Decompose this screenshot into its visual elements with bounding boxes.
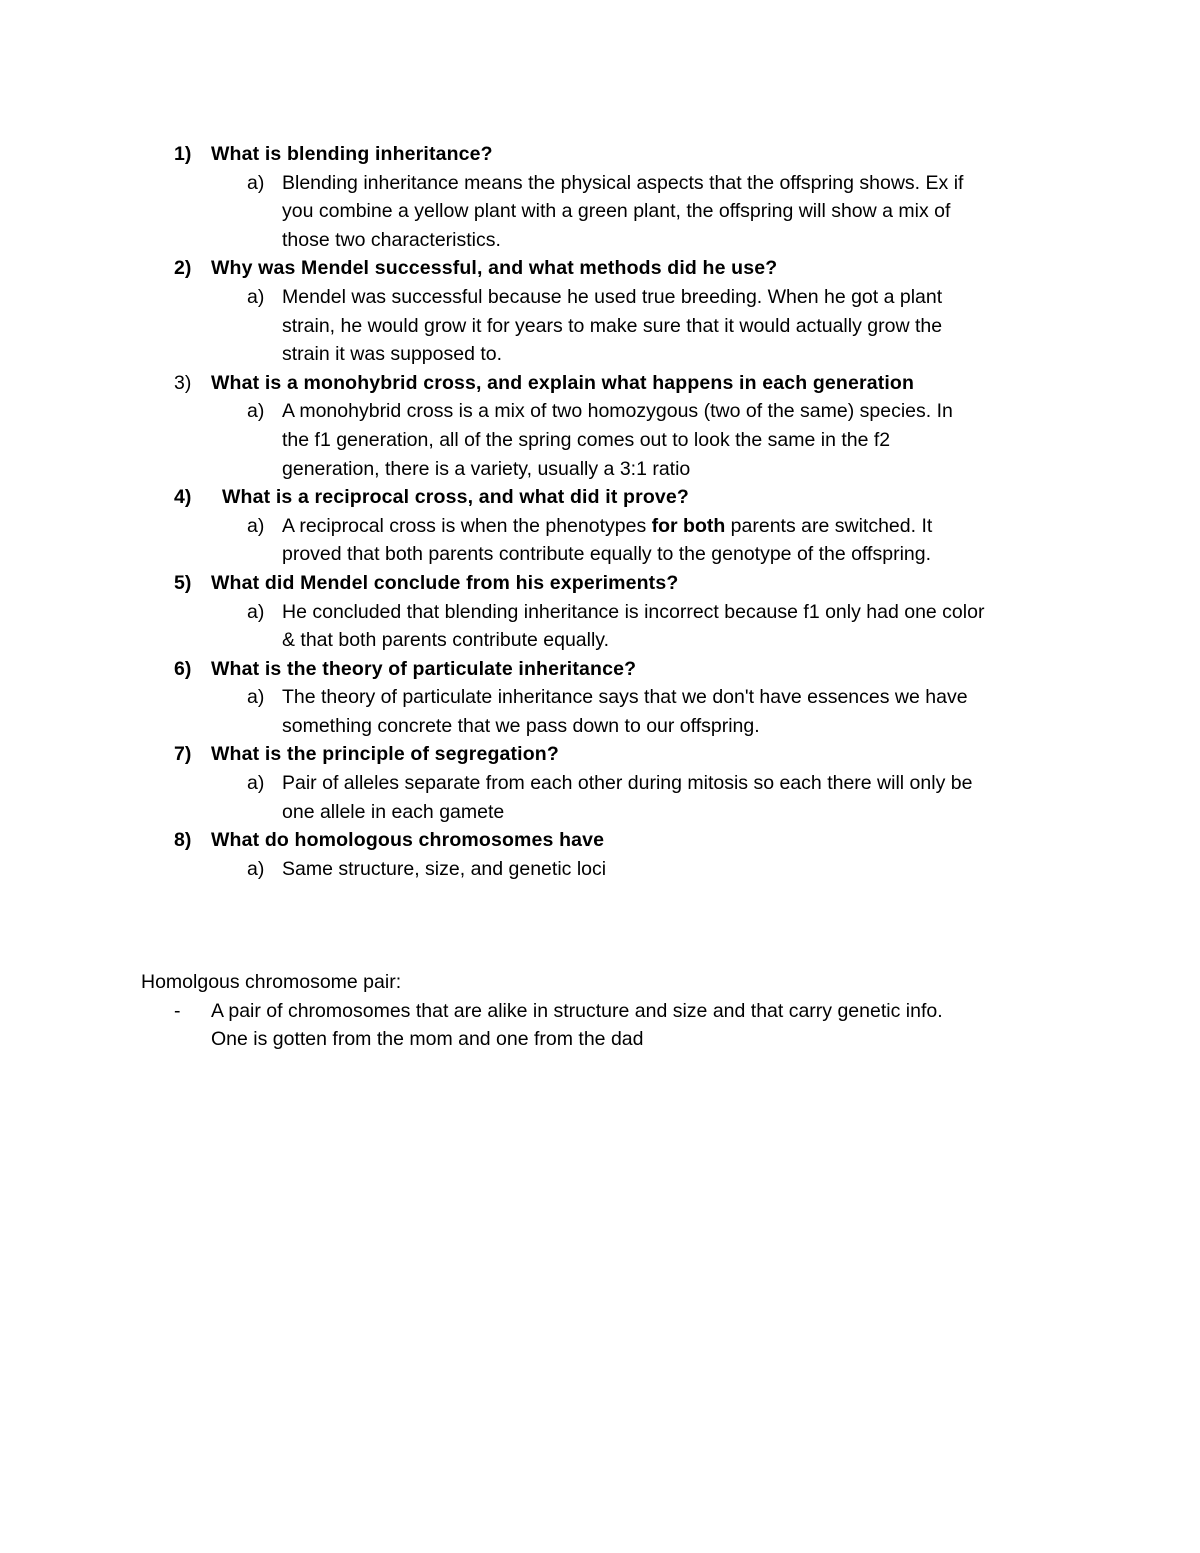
answer-line: generation, there is a variety, usually a 3:1 ratio (282, 457, 691, 480)
answer-item (0, 397, 1200, 483)
answer-item (0, 855, 1200, 884)
question-number: 4) (174, 486, 192, 509)
question-item-8 (0, 826, 1200, 883)
answer-line: The theory of particulate inheritance says that we don't have essences we have (282, 686, 968, 709)
question-number: 7) (174, 743, 192, 766)
answer-line: you combine a yellow plant with a green plant, the offspring will show a mix of (282, 200, 951, 223)
notes-line: One is gotten from the mom and one from the dad (211, 1028, 644, 1051)
question-number: 3) (174, 371, 192, 394)
answer-line: the f1 generation, all of the spring comes out to look the same in the f2 (282, 428, 891, 451)
answer-bold-segment: for both (651, 514, 726, 537)
answer-line: A monohybrid cross is a mix of two homozygous (two of the same) species. In (282, 400, 953, 423)
answer-letter: a) (247, 772, 265, 795)
question-item-1 (0, 140, 1200, 254)
answer-line: Mendel was successful because he used true breeding. When he got a plant (282, 285, 943, 308)
answer-letter: a) (247, 400, 265, 423)
question-text: What is the theory of particulate inheritance? (211, 657, 637, 680)
question-number: 2) (174, 257, 192, 280)
question-item-7 (0, 740, 1200, 826)
answer-line: Same structure, size, and genetic loci (282, 857, 607, 880)
answer-line: those two characteristics. (282, 228, 501, 251)
answer-letter: a) (247, 600, 265, 623)
question-number: 1) (174, 143, 192, 165)
question-item-3 (0, 369, 1200, 483)
answer-item (0, 283, 1200, 369)
question-item-6 (0, 655, 1200, 741)
answer-letter: a) (247, 857, 265, 880)
answer-line: strain, he would grow it for years to make sure that it would actually grow the (282, 314, 943, 337)
answer-line: & that both parents contribute equally. (282, 629, 610, 652)
answer-item (0, 512, 1200, 569)
answer-line (282, 512, 1072, 541)
answer-letter: a) (247, 514, 265, 537)
answer-item (0, 769, 1200, 826)
dash-bullet: - (174, 999, 181, 1022)
answer-letter: a) (247, 686, 265, 709)
notes-heading: Homolgous chromosome pair: (141, 971, 402, 993)
question-text: What is a reciprocal cross, and what did it prove? (222, 486, 689, 509)
question-item-2 (0, 254, 1200, 368)
answer-text-segment: A reciprocal cross is when the phenotypes (282, 514, 652, 537)
answer-line: Pair of alleles separate from each other during mitosis so each there will only be (282, 772, 973, 795)
notes-line: A pair of chromosomes that are alike in structure and size and that carry genetic info. (211, 999, 943, 1022)
answer-line: He concluded that blending inheritance is incorrect because f1 only had one color (282, 600, 985, 623)
question-text: What is a monohybrid cross, and explain what happens in each generation (211, 371, 915, 394)
answer-line: proved that both parents contribute equally to the genotype of the offspring. (282, 543, 932, 566)
answer-letter: a) (247, 171, 265, 194)
answer-item (0, 683, 1200, 740)
question-text: What is blending inheritance? (211, 143, 493, 165)
question-text: What did Mendel conclude from his experiments? (211, 571, 679, 594)
question-item-5 (0, 569, 1200, 655)
question-number: 8) (174, 829, 192, 852)
answer-line: something concrete that we pass down to our offspring. (282, 714, 760, 737)
question-item-4 (0, 483, 1200, 569)
answer-line: strain it was supposed to. (282, 343, 503, 366)
question-text: What is the principle of segregation? (211, 743, 559, 766)
answer-item (0, 598, 1200, 655)
question-number: 5) (174, 571, 192, 594)
answer-line: Blending inheritance means the physical aspects that the offspring shows. Ex if (282, 171, 964, 194)
question-list (0, 140, 1200, 883)
answer-text-segment: parents are switched. It (725, 514, 933, 537)
answer-letter: a) (247, 285, 265, 308)
answer-line: one allele in each gamete (282, 800, 505, 823)
answer-item (0, 169, 1200, 255)
question-text: Why was Mendel successful, and what methods did he use? (211, 257, 778, 280)
question-number: 6) (174, 657, 192, 680)
question-text: What do homologous chromosomes have (211, 829, 605, 852)
